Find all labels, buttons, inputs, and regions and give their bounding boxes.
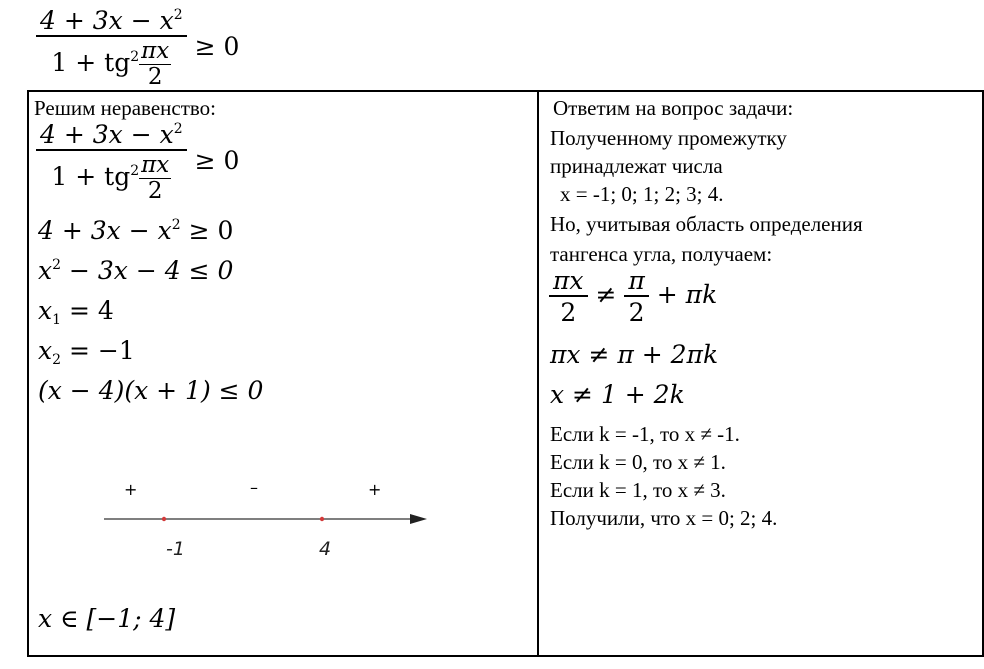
point-minus-one	[162, 517, 166, 521]
header-fraction	[36, 8, 187, 89]
header-denominator: $1 + tg^2$ $\frac{\pi x}{2}$	[51, 38, 170, 90]
right-line-4: Но, учитывая область определения	[550, 212, 863, 236]
domain-step-2: πx ≠ π + 2πk	[550, 340, 719, 369]
sign-plus-left: +	[124, 480, 138, 499]
sign-plus-right: +	[368, 480, 382, 499]
table-divider	[537, 90, 539, 657]
tick-label-minus-one: -1	[166, 538, 185, 560]
header-relation: ≥ 0	[194, 32, 240, 61]
right-line-3: x = -1; 0; 1; 2; 3; 4.	[560, 182, 724, 206]
root-2: $x_2 = -1$	[38, 336, 135, 368]
case-k-zero: Если k = 0, то x ≠ 1.	[550, 450, 726, 474]
right-line-2: принадлежат числа	[550, 154, 723, 178]
right-heading: Ответим на вопрос задачи:	[553, 96, 794, 120]
tick-label-four: 4	[319, 538, 332, 560]
factored-inequality: (x − 4)(x + 1) ≤ 0	[38, 376, 264, 405]
point-four	[320, 517, 324, 521]
right-line-5: тангенса угла, получаем:	[550, 242, 773, 266]
conclusion: Получили, что x = 0; 2; 4.	[550, 506, 778, 530]
root-1: $x_1 = 4$	[38, 296, 114, 328]
case-k-one: Если k = 1, то x ≠ 3.	[550, 478, 726, 502]
number-line-arrow-icon	[410, 514, 427, 524]
final-interval: x ∈ [−1; 4]	[38, 604, 176, 633]
right-line-1: Полученному промежутку	[550, 126, 787, 150]
header-numerator: $4 + 3x - x^2$	[36, 8, 187, 37]
left-fraction: $4 + 3x - x^2$ $1 + tg^2$ $\frac{\pi x}{2}$	[36, 122, 187, 203]
header-inequality	[36, 8, 239, 89]
domain-step-3: x ≠ 1 + 2k	[550, 380, 685, 409]
step-quadratic: $x^2 - 3x - 4 \le 0$	[38, 256, 234, 285]
step-numerator-nonneg: $4 + 3x - x^2 \ge 0$	[38, 216, 234, 245]
sign-minus-middle: –	[250, 478, 258, 497]
domain-condition: $\frac{\pi x}{2}$ ≠ $\frac{\pi}{2}$ + πk	[549, 268, 717, 325]
case-k-minus-one: Если k = -1, то x ≠ -1.	[550, 422, 740, 446]
left-inequality: $4 + 3x - x^2$ $1 + tg^2$ $\frac{\pi x}{2}$ ≥ 0	[36, 122, 239, 203]
number-line	[100, 476, 435, 566]
left-heading: Решим неравенство:	[34, 96, 217, 120]
